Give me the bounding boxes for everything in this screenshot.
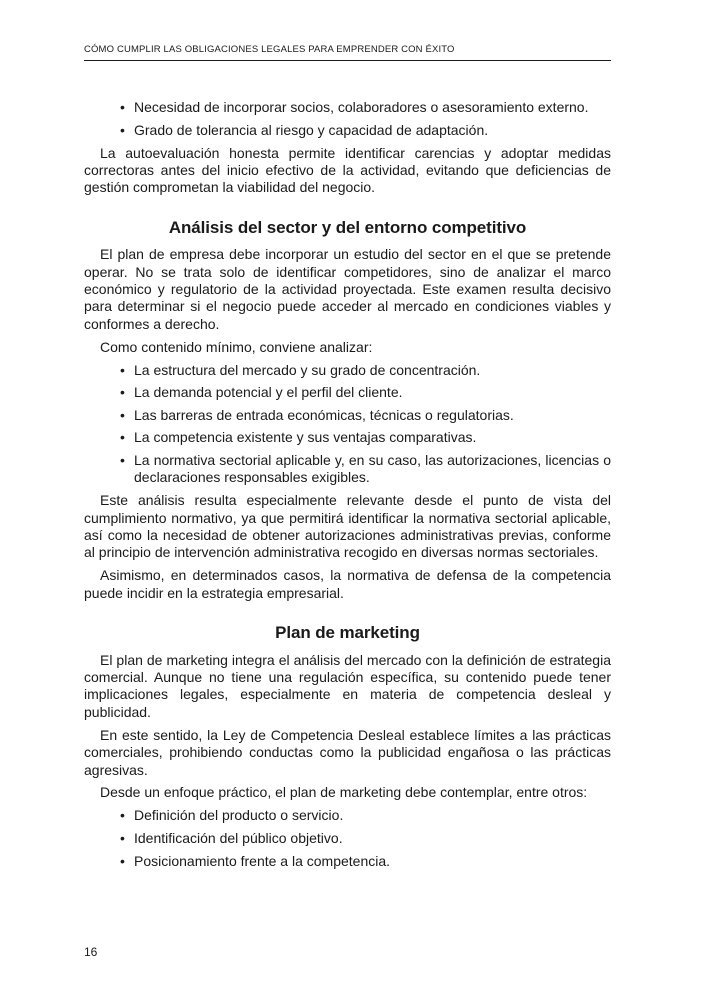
sector-bullet-list: [84, 362, 611, 487]
list-item: [84, 122, 611, 139]
list-item-text: Las barreras de entrada económicas, técnicas o regulatorias.: [134, 406, 514, 423]
bullet-icon: •: [120, 829, 125, 846]
bullet-icon: •: [120, 429, 125, 446]
list-item: [84, 99, 611, 116]
page-number: 16: [84, 945, 98, 959]
sector-paragraph-1: El plan de empresa debe incorporar un estudio del sector en el que se pretende operar. No se trata solo de identificar competidores, sino de analizar el marco económico y regulatorio de la actividad proyectada. Este examen resulta decisivo para determinar si el negocio puede acceder al mercado en condiciones viables y conformes a derecho.: [84, 246, 611, 332]
list-item-text: La estructura del mercado y su grado de concentración.: [134, 361, 481, 378]
bullet-icon: •: [120, 384, 125, 401]
marketing-bullet-list: [84, 807, 611, 870]
marketing-paragraph-1: El plan de marketing integra el análisis del mercado con la definición de estrategia comercial. Aunque no tiene una regulación específica, su contenido puede tener implicaciones legales, especialmente en materia de competencia desleal y publicidad.: [84, 651, 611, 720]
bullet-icon: •: [120, 406, 125, 423]
bullet-icon: •: [120, 807, 125, 824]
list-item-text: Grado de tolerancia al riesgo y capacidad de adaptación.: [134, 121, 489, 138]
page-body: [84, 99, 611, 875]
section-heading-sector: Análisis del sector y del entorno competitivo: [168, 217, 527, 237]
bullet-icon: •: [120, 451, 125, 468]
list-item: [84, 384, 611, 401]
marketing-paragraph-2: En este sentido, la Ley de Competencia Desleal establece límites a las prácticas comerciales, prohibiendo conductas como la publicidad engañosa o las prácticas agresivas.: [84, 726, 611, 778]
marketing-paragraph-3: Desde un enfoque práctico, el plan de marketing debe contemplar, entre otros:: [100, 784, 588, 801]
list-item-text: La normativa sectorial aplicable y, en su caso, las autorizaciones, licencias o declaraciones responsables exigibles.: [134, 451, 611, 486]
list-item: [84, 407, 611, 424]
list-item: [84, 807, 611, 824]
sector-paragraph-3: Este análisis resulta especialmente relevante desde el punto de vista del cumplimiento normativo, ya que permitirá identificar la normativa sectorial aplicable, así como la necesidad de obtener autorizaciones administrativas previas, conforme al principio de intervención administrativa recogido en diversas normas sectoriales.: [84, 492, 611, 561]
bullet-icon: •: [120, 852, 125, 869]
running-header: CÓMO CUMPLIR LAS OBLIGACIONES LEGALES PARA EMPRENDER CON ÉXITO: [84, 44, 611, 61]
list-item-text: La demanda potencial y el perfil del cliente.: [134, 384, 403, 401]
list-item-text: Identificación del público objetivo.: [134, 829, 343, 846]
intro-paragraph: La autoevaluación honesta permite identificar carencias y adoptar medidas correctoras antes del inicio efectivo de la actividad, evitando que deficiencias de gestión comprometan la viabilidad del negocio.: [84, 144, 611, 196]
bullet-icon: •: [120, 121, 125, 138]
section-heading-marketing: Plan de marketing: [275, 623, 420, 643]
sector-paragraph-2: Como contenido mínimo, conviene analizar:: [100, 338, 373, 355]
list-item: [84, 830, 611, 847]
list-item: [84, 853, 611, 870]
sector-paragraph-4: Asimismo, en determinados casos, la normativa de defensa de la competencia puede incidir en la estrategia empresarial.: [84, 567, 611, 601]
intro-bullet-list: [84, 99, 611, 139]
list-item-text: Necesidad de incorporar socios, colaboradores o asesoramiento externo.: [134, 99, 589, 115]
list-item: [84, 452, 611, 487]
list-item: [84, 362, 611, 379]
list-item: [84, 429, 611, 446]
list-item-text: Definición del producto o servicio.: [134, 807, 344, 824]
list-item-text: Posicionamiento frente a la competencia.: [134, 852, 391, 869]
bullet-icon: •: [120, 361, 125, 378]
list-item-text: La competencia existente y sus ventajas comparativas.: [134, 429, 477, 446]
bullet-icon: •: [120, 99, 125, 115]
